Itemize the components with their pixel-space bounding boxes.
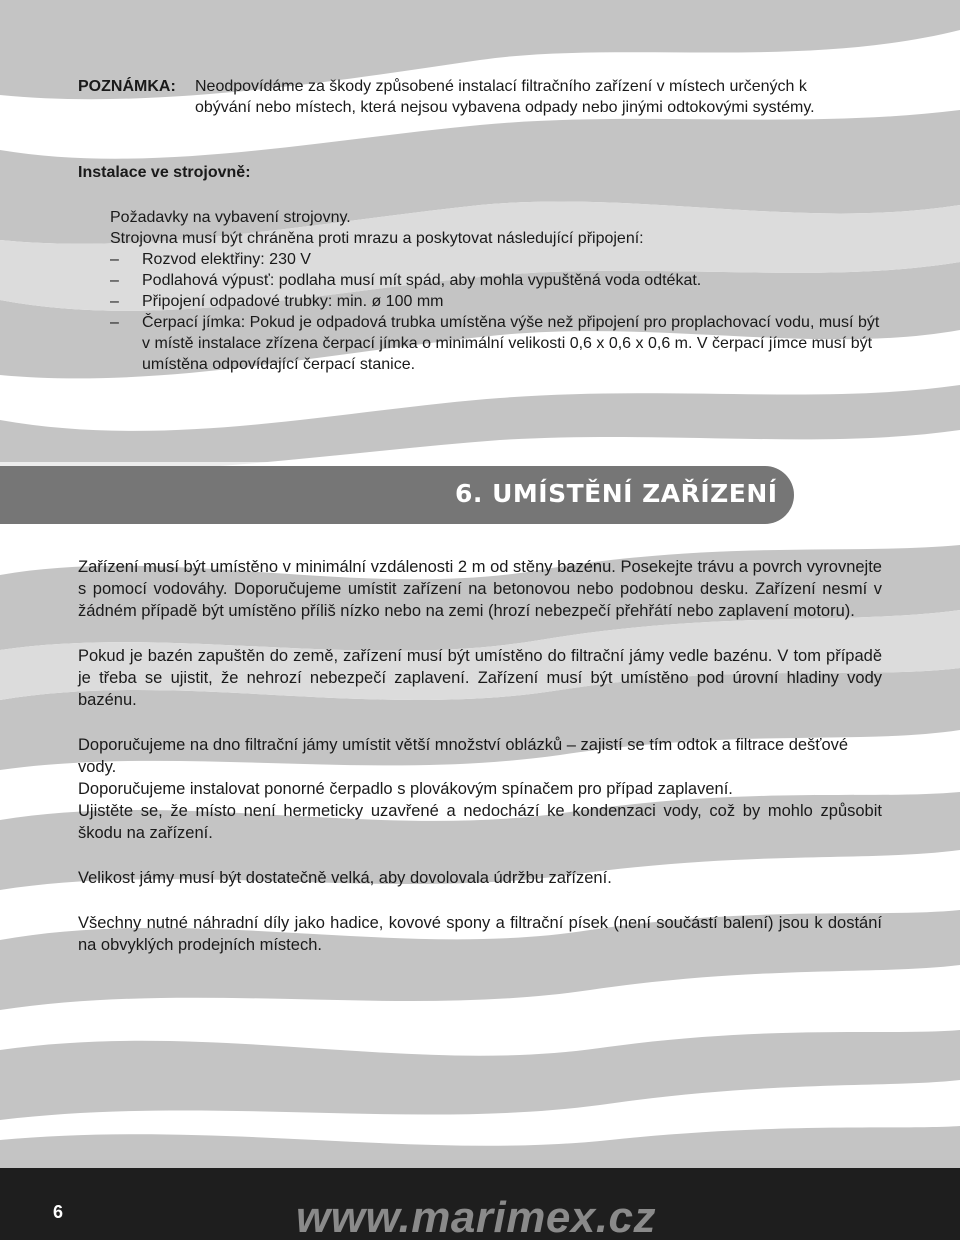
list-item [110, 249, 890, 270]
website-link[interactable]: www.marimex.cz [296, 1193, 656, 1242]
note-text: Neodpovídáme za škody způsobené instalací filtračního zařízení v místech určených k obývání nebo místech, která nejsou vybavena odpady nebo jinými odtokovými systémy. [195, 78, 815, 116]
dash-bullet: – [110, 293, 119, 310]
paragraph: Všechny nutné náhradní díly jako hadice, kovové spony a filtrační písek (není součástí balení) jsou k dostání na obvyklých prodejních místech. [78, 914, 882, 954]
paragraph: Doporučujeme instalovat ponorné čerpadlo s plovákovým spínačem pro případ zaplavení. [78, 780, 733, 798]
paragraph: Pokud je bazén zapuštěn do země, zařízení musí být umístěno do filtrační jámy vedle bazénu. V tom případě je třeba se ujistit, že nehrozí nebezpečí zaplavení. Zařízení musí být umístěno pod úrovní hladiny vody bazénu. [78, 647, 882, 709]
section-title: 6. UMÍSTĚNÍ ZAŘÍZENÍ [455, 479, 778, 508]
paragraph: Velikost jámy musí být dostatečně velká, aby dovolovala údržbu zařízení. [78, 869, 612, 887]
paragraph: Ujistěte se, že místo není hermeticky uzavřené a nedochází ke kondenzaci vody, což by mohlo způsobit škodu na zařízení. [78, 802, 882, 842]
list-item [110, 312, 890, 375]
list-item [110, 270, 890, 291]
footer-bar [0, 1168, 960, 1240]
dash-bullet: – [110, 272, 119, 289]
requirements-block [110, 207, 890, 375]
requirements-intro: Požadavky na vybavení strojovny. [110, 209, 351, 226]
list-item [110, 291, 890, 312]
paragraph: Zařízení musí být umístěno v minimální vzdálenosti 2 m od stěny bazénu. Posekejte trávu a povrch vyrovnejte s pomocí vodováhy. Doporučujeme umístit zařízení na betonovou nebo podobnou desku. Zařízení nesmí v žádném případě být umístěno příliš nízko nebo na zemi (hrozí nebezpečí přehřátí nebo zaplavení motoru). [78, 558, 882, 620]
requirements-lead: Strojovna musí být chráněna proti mrazu a poskytovat následující připojení: [110, 230, 644, 247]
page-number: 6 [53, 1202, 64, 1222]
section-banner [0, 466, 794, 524]
note-label: POZNÁMKA: [78, 78, 176, 95]
list-item-text: Připojení odpadové trubky: min. ø 100 mm [142, 293, 444, 310]
paragraph: Doporučujeme na dno filtrační jámy umístit větší množství oblázků – zajistí se tím odtok a filtrace dešťové vody. [78, 736, 849, 776]
dash-bullet: – [110, 314, 119, 331]
note-block [78, 76, 838, 118]
list-item-text: Rozvod elektřiny: 230 V [142, 251, 311, 268]
requirements-list [110, 249, 890, 375]
install-heading: Instalace ve strojovně: [78, 164, 251, 181]
list-item-text: Čerpací jímka: Pokud je odpadová trubka umístěna výše než připojení pro proplachovací vodu, musí být v místě instalace zřízena čerpací jímka o minimální velikosti 0,6 x 0,6 x 0,6 m. V čerpací jímce musí být umístěna odpovídající čerpací stanice. [142, 314, 880, 373]
list-item-text: Podlahová výpusť: podlaha musí mít spád, aby mohla vypuštěná voda odtékat. [142, 272, 702, 289]
dash-bullet: – [110, 251, 119, 268]
paragraph-group [78, 734, 882, 844]
section-body [78, 556, 882, 979]
